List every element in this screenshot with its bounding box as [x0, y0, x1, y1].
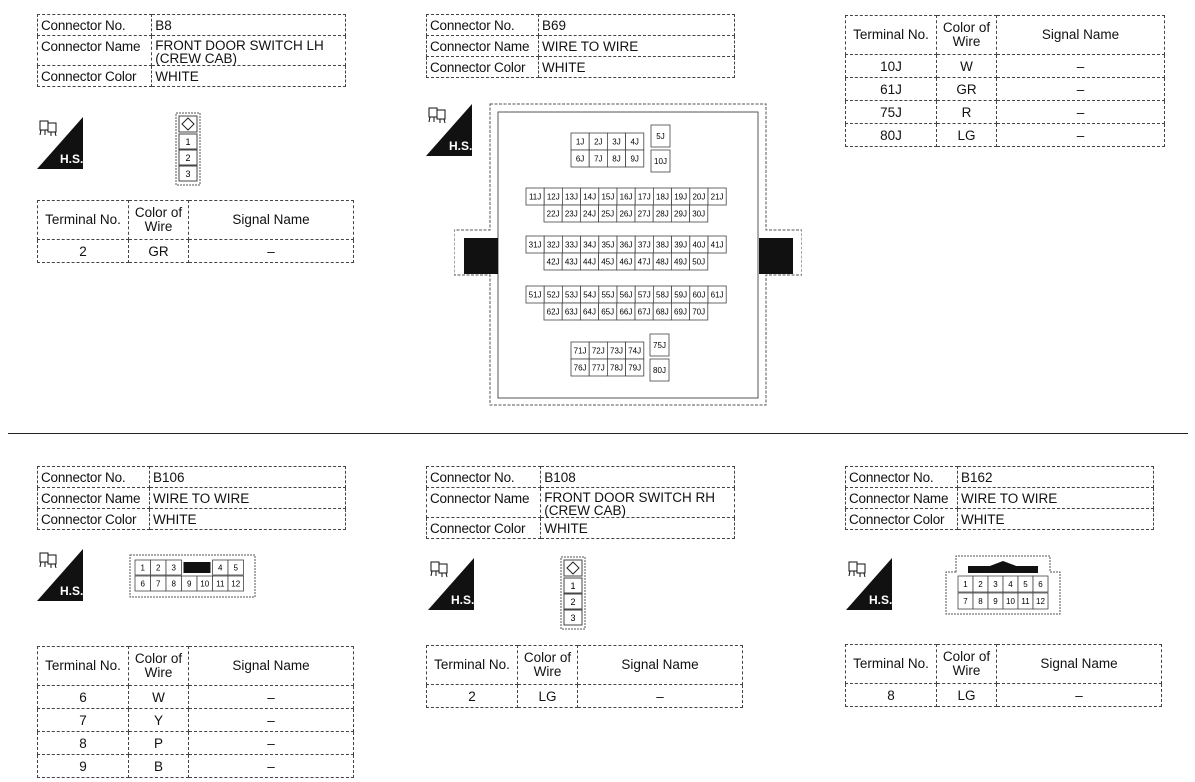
terminal-cavity-label: 4J — [630, 137, 639, 147]
pin-label: 2 — [185, 153, 191, 163]
hs-label: H.S. — [60, 152, 83, 166]
hs-label: H.S. — [869, 593, 892, 607]
terminal-cavity-label: 12 — [1036, 596, 1045, 606]
table-row — [38, 732, 354, 755]
table-row — [846, 101, 1165, 124]
terminal-cavity-label: 9J — [630, 154, 639, 164]
terminal-cavity-label: 13J — [565, 192, 578, 202]
terminal-cavity-label: 46J — [619, 257, 633, 267]
terminal-cavity-label: 6 — [140, 579, 145, 589]
wire-color-cell: LG — [937, 684, 997, 707]
terminal-cavity-label: 67J — [637, 307, 651, 317]
terminal-cavity-label: 65J — [601, 307, 615, 317]
terminal-cavity-label: 28J — [655, 209, 669, 219]
terminal-cell: 9 — [38, 755, 129, 778]
b69-connector-info — [426, 14, 735, 78]
connector-color-label: Connector Color — [427, 57, 539, 78]
terminal-cavity-label: 7 — [156, 579, 161, 589]
terminal-no-header: Terminal No. — [38, 201, 129, 240]
signal-name-header: Signal Name — [997, 16, 1165, 55]
terminal-cavity-label: 16J — [619, 192, 633, 202]
terminal-cavity-label: 70J — [692, 307, 706, 317]
terminal-cavity-label: 1 — [963, 579, 968, 589]
terminal-cavity-label: 2 — [978, 579, 983, 589]
connector-no-label: Connector No. — [38, 15, 152, 36]
signal-name-header: Signal Name — [189, 647, 354, 686]
wire-color-cell: P — [129, 732, 189, 755]
wire-color-cell: B — [129, 755, 189, 778]
terminal-cavity-label: 6J — [575, 154, 585, 164]
terminal-cavity-label: 14J — [583, 192, 597, 202]
color-of-wire-header: Color of Wire — [937, 16, 997, 55]
b108-connector-face — [560, 556, 586, 630]
color-of-wire-header: Color of Wire — [129, 647, 189, 686]
terminal-cavity-label: 30J — [692, 209, 706, 219]
terminal-cavity-label: 31J — [528, 240, 542, 250]
terminal-cavity-label: 21J — [710, 192, 724, 202]
terminal-cavity-label: 11 — [1021, 596, 1030, 606]
connector-name-label: Connector Name — [427, 36, 539, 57]
signal-cell: – — [189, 755, 354, 778]
terminal-cavity-label: 5 — [233, 563, 238, 573]
b69-terminal-table — [845, 15, 1165, 147]
terminal-cavity-label: 26J — [619, 209, 633, 219]
b162-terminal-table — [845, 644, 1162, 707]
terminal-cavity-label: 78J — [610, 363, 623, 373]
pin-label: 3 — [185, 169, 191, 179]
terminal-cavity-label: 10 — [200, 579, 210, 589]
wire-color-cell: LG — [518, 685, 578, 708]
b8-connector-name: FRONT DOOR SWITCH LH (CREW CAB) — [152, 36, 346, 66]
terminal-cavity-label: 76J — [573, 363, 587, 373]
terminal-cavity-label: 12 — [231, 579, 241, 589]
terminal-cavity-label: 48J — [655, 257, 669, 267]
hs-label: H.S. — [60, 584, 83, 598]
wire-color-cell: GR — [937, 78, 997, 101]
b69-connector-face — [454, 102, 802, 407]
terminal-cavity-label: 6 — [1038, 579, 1043, 589]
signal-name-header: Signal Name — [997, 645, 1162, 684]
table-row — [846, 78, 1165, 101]
terminal-cavity-label: 41J — [710, 240, 724, 250]
locking-tab — [184, 562, 211, 573]
signal-name-header: Signal Name — [578, 646, 743, 685]
terminal-cavity-label: 4 — [218, 563, 223, 573]
signal-cell: – — [997, 101, 1165, 124]
terminal-cavity-label: 10 — [1006, 596, 1015, 606]
terminal-cavity-label: 44J — [583, 257, 596, 267]
terminal-cavity-label: 62J — [546, 307, 560, 317]
terminal-cavity-label: 3 — [993, 579, 998, 589]
terminal-cavity-label: 5 — [1023, 579, 1028, 589]
connector-name-label: Connector Name — [38, 36, 152, 66]
terminal-cavity-label: 45J — [601, 257, 615, 267]
terminal-cavity-label: 80J — [653, 365, 666, 375]
harness-side-icon — [846, 558, 892, 610]
wire-color-cell: W — [129, 686, 189, 709]
signal-cell: – — [189, 686, 354, 709]
signal-cell: – — [189, 240, 354, 263]
hs-label: H.S. — [449, 139, 472, 153]
signal-cell: – — [997, 78, 1165, 101]
b69-connector-no: B69 — [539, 15, 735, 36]
signal-cell: – — [189, 732, 354, 755]
terminal-cavity-label: 69J — [674, 307, 687, 317]
b106-terminal-table — [37, 646, 354, 778]
terminal-cavity-label: 42J — [546, 257, 560, 267]
terminal-cavity-label: 52J — [546, 290, 560, 300]
terminal-cavity-label: 73J — [610, 346, 623, 356]
connector-color-label: Connector Color — [427, 518, 541, 539]
signal-cell: – — [997, 124, 1165, 147]
b106-connector-color: WHITE — [150, 509, 346, 530]
terminal-cavity-label: 3 — [171, 563, 176, 573]
terminal-cell: 6 — [38, 686, 129, 709]
terminal-no-header: Terminal No. — [427, 646, 518, 685]
connector-no-label: Connector No. — [427, 467, 541, 488]
b108-connector-no: B108 — [541, 467, 735, 488]
connector-name-label: Connector Name — [38, 488, 150, 509]
terminal-cavity-label: 10J — [654, 156, 667, 166]
terminal-cavity-label: 56J — [619, 290, 633, 300]
terminal-cell: 2 — [427, 685, 518, 708]
terminal-cavity-label: 17J — [637, 192, 651, 202]
b162-connector-face — [944, 554, 1062, 616]
terminal-cavity-label: 9 — [187, 579, 192, 589]
color-of-wire-header: Color of Wire — [518, 646, 578, 685]
terminal-cavity-label: 2 — [156, 563, 161, 573]
terminal-no-header: Terminal No. — [846, 16, 937, 55]
terminal-cavity-label: 74J — [628, 346, 642, 356]
terminal-cavity-label: 37J — [637, 240, 651, 250]
terminal-cavity-label: 11J — [528, 192, 542, 202]
terminal-cell: 8 — [38, 732, 129, 755]
terminal-cavity-label: 36J — [619, 240, 633, 250]
connector-name-label: Connector Name — [846, 488, 958, 509]
hs-label: H.S. — [451, 593, 474, 607]
terminal-cavity-label: 8 — [978, 596, 983, 606]
terminal-cavity-label: 72J — [591, 346, 605, 356]
table-row — [38, 709, 354, 732]
terminal-cavity-label: 66J — [619, 307, 633, 317]
terminal-cavity-label: 3J — [612, 137, 621, 147]
wire-color-cell: LG — [937, 124, 997, 147]
b162-connector-no: B162 — [958, 467, 1154, 488]
terminal-cell: 10J — [846, 55, 937, 78]
b108-connector-info — [426, 466, 735, 539]
terminal-cavity-label: 77J — [591, 363, 605, 373]
terminal-cavity-label: 2J — [594, 137, 603, 147]
pin-label: 1 — [185, 137, 191, 147]
b162-connector-name: WIRE TO WIRE — [958, 488, 1154, 509]
table-row — [846, 684, 1162, 707]
terminal-no-header: Terminal No. — [846, 645, 937, 684]
b162-connector-info — [845, 466, 1154, 530]
terminal-cavity-label: 43J — [564, 257, 578, 267]
b69-connector-color: WHITE — [539, 57, 735, 78]
wire-color-cell: R — [937, 101, 997, 124]
terminal-cavity-label: 4 — [1008, 579, 1013, 589]
terminal-cavity-label: 55J — [601, 290, 615, 300]
connector-no-label: Connector No. — [846, 467, 958, 488]
terminal-cavity-label: 1 — [140, 563, 145, 573]
terminal-cavity-label: 79J — [628, 363, 642, 373]
terminal-cavity-label: 75J — [653, 340, 666, 350]
terminal-cavity-label: 60J — [692, 290, 706, 300]
signal-cell: – — [578, 685, 743, 708]
connector-color-label: Connector Color — [38, 66, 152, 87]
b108-connector-color: WHITE — [541, 518, 735, 539]
table-row — [427, 685, 743, 708]
terminal-cavity-label: 68J — [655, 307, 669, 317]
terminal-cavity-label: 18J — [656, 192, 669, 202]
table-row — [846, 124, 1165, 147]
harness-side-icon — [37, 117, 83, 169]
harness-side-icon — [37, 549, 83, 601]
terminal-cavity-label: 39J — [674, 240, 688, 250]
b8-connector-color: WHITE — [152, 66, 346, 87]
connector-color-label: Connector Color — [38, 509, 150, 530]
signal-cell: – — [997, 684, 1162, 707]
terminal-cell: 7 — [38, 709, 129, 732]
wire-color-cell: W — [937, 55, 997, 78]
terminal-cavity-label: 61J — [710, 290, 724, 300]
terminal-cavity-label: 51J — [528, 290, 542, 300]
connector-color-label: Connector Color — [846, 509, 958, 530]
color-of-wire-header: Color of Wire — [129, 201, 189, 240]
terminal-cell: 75J — [846, 101, 937, 124]
terminal-cavity-label: 29J — [674, 209, 687, 219]
terminal-cavity-label: 53J — [565, 290, 578, 300]
color-of-wire-header: Color of Wire — [937, 645, 997, 684]
terminal-cavity-label: 7J — [594, 154, 603, 164]
b106-connector-name: WIRE TO WIRE — [150, 488, 346, 509]
pin-label: 2 — [570, 597, 576, 607]
terminal-cavity-label: 25J — [601, 209, 615, 219]
section-divider — [8, 433, 1188, 434]
terminal-cavity-label: 32J — [546, 240, 560, 250]
terminal-cell: 2 — [38, 240, 129, 263]
table-row — [38, 686, 354, 709]
terminal-cavity-label: 40J — [692, 240, 706, 250]
terminal-cavity-label: 54J — [583, 290, 597, 300]
terminal-cell: 8 — [846, 684, 937, 707]
connector-no-label: Connector No. — [427, 15, 539, 36]
terminal-cavity-label: 11 — [216, 579, 225, 589]
terminal-cavity-label: 8J — [612, 154, 621, 164]
terminal-cavity-label: 38J — [656, 240, 669, 250]
table-row — [846, 55, 1165, 78]
wire-color-cell: GR — [129, 240, 189, 263]
connector-no-label: Connector No. — [38, 467, 150, 488]
terminal-cavity-label: 7 — [963, 596, 968, 606]
terminal-cavity-label: 20J — [692, 192, 706, 202]
wire-color-cell: Y — [129, 709, 189, 732]
terminal-cavity-label: 5J — [656, 131, 665, 141]
terminal-cavity-label: 71J — [573, 346, 587, 356]
connector-name-label: Connector Name — [427, 488, 541, 518]
terminal-cavity-label: 64J — [583, 307, 596, 317]
terminal-cavity-label: 9 — [993, 596, 998, 606]
terminal-cavity-label: 59J — [674, 290, 688, 300]
b162-connector-color: WHITE — [958, 509, 1154, 530]
b69-connector-name: WIRE TO WIRE — [539, 36, 735, 57]
signal-name-header: Signal Name — [189, 201, 354, 240]
signal-cell: – — [189, 709, 354, 732]
table-row — [38, 755, 354, 778]
terminal-cavity-label: 8 — [171, 579, 176, 589]
b8-connector-no: B8 — [152, 15, 346, 36]
terminal-cavity-label: 19J — [674, 192, 688, 202]
terminal-cell: 80J — [846, 124, 937, 147]
terminal-cavity-label: 12J — [546, 192, 560, 202]
terminal-cavity-label: 22J — [546, 209, 560, 219]
terminal-cavity-label: 1J — [575, 137, 585, 147]
terminal-cell: 61J — [846, 78, 937, 101]
terminal-no-header: Terminal No. — [38, 647, 129, 686]
terminal-cavity-label: 57J — [637, 290, 651, 300]
terminal-cavity-label: 24J — [583, 209, 596, 219]
terminal-cavity-label: 49J — [674, 257, 687, 267]
b108-terminal-table — [426, 645, 743, 708]
b106-connector-info — [37, 466, 346, 530]
terminal-cavity-label: 47J — [637, 257, 651, 267]
terminal-cavity-label: 27J — [637, 209, 651, 219]
terminal-cavity-label: 63J — [564, 307, 578, 317]
terminal-cavity-label: 15J — [601, 192, 615, 202]
pin-label: 3 — [570, 613, 576, 623]
b8-terminal-table — [37, 200, 354, 263]
terminal-cavity-label: 35J — [601, 240, 615, 250]
terminal-cavity-label: 50J — [692, 257, 706, 267]
b108-connector-name: FRONT DOOR SWITCH RH (CREW CAB) — [541, 488, 735, 518]
terminal-cavity-label: 23J — [564, 209, 578, 219]
terminal-cavity-label: 33J — [565, 240, 578, 250]
b8-connector-info — [37, 14, 346, 87]
table-row — [38, 240, 354, 263]
terminal-cavity-label: 58J — [656, 290, 669, 300]
pin-label: 1 — [570, 581, 576, 591]
terminal-cavity-label: 34J — [583, 240, 597, 250]
signal-cell: – — [997, 55, 1165, 78]
b106-connector-no: B106 — [150, 467, 346, 488]
harness-side-icon — [428, 558, 474, 610]
b106-connector-face — [129, 554, 256, 598]
b8-connector-face — [175, 112, 201, 186]
